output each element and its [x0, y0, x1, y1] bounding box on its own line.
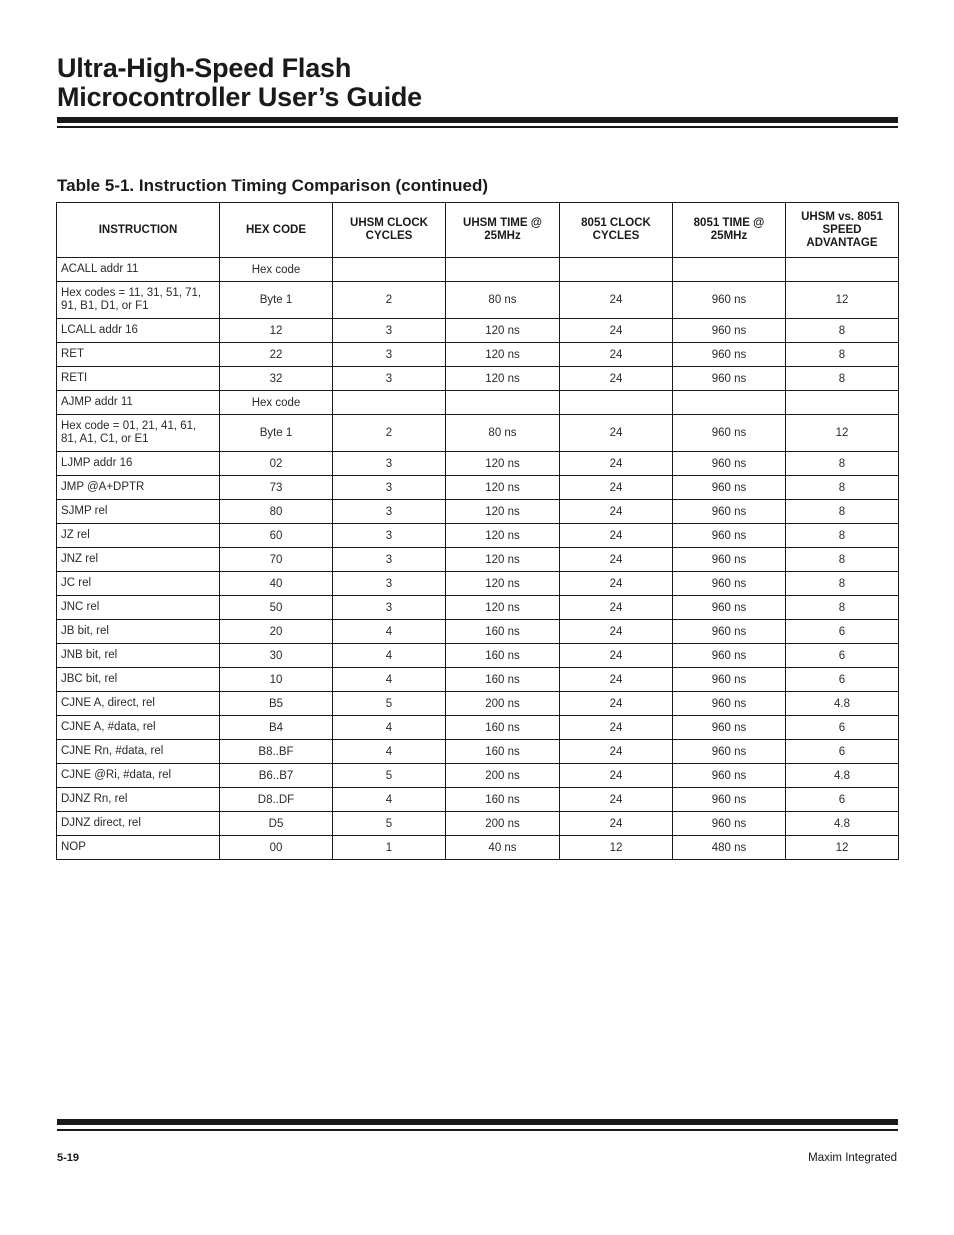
hex-code-cell: Hex code	[220, 391, 333, 415]
uhsm-time-cell: 80 ns	[446, 415, 560, 452]
uhsm-cycles-cell: 3	[333, 572, 446, 596]
c8051-time-cell	[673, 391, 786, 415]
column-header-uhsm-time: UHSM TIME @ 25MHz	[446, 203, 560, 258]
table-row	[57, 524, 899, 548]
column-header-uhsm-clock-cycles: UHSM CLOCK CYCLES	[333, 203, 446, 258]
c8051-cycles-cell: 24	[560, 620, 673, 644]
instruction-cell: JMP @A+DPTR	[57, 476, 220, 500]
uhsm-time-cell: 120 ns	[446, 343, 560, 367]
instruction-cell: SJMP rel	[57, 500, 220, 524]
document-title-line1: Ultra-High-Speed Flash	[57, 53, 352, 83]
hex-code-cell: D8..DF	[220, 788, 333, 812]
speed-advantage-cell: 6	[786, 620, 899, 644]
table-row	[57, 476, 899, 500]
document-title	[57, 54, 422, 112]
uhsm-cycles-cell: 3	[333, 367, 446, 391]
c8051-time-cell: 960 ns	[673, 548, 786, 572]
speed-advantage-cell: 8	[786, 452, 899, 476]
speed-advantage-cell: 8	[786, 572, 899, 596]
instruction-cell: JZ rel	[57, 524, 220, 548]
table-row	[57, 391, 899, 415]
instruction-cell: AJMP addr 11	[57, 391, 220, 415]
uhsm-time-cell: 120 ns	[446, 476, 560, 500]
c8051-time-cell: 960 ns	[673, 740, 786, 764]
uhsm-cycles-cell: 2	[333, 282, 446, 319]
uhsm-time-cell: 160 ns	[446, 620, 560, 644]
column-header-speed-advantage: UHSM vs. 8051 SPEED ADVANTAGE	[786, 203, 899, 258]
hex-code-cell: 10	[220, 668, 333, 692]
hex-code-cell: 30	[220, 644, 333, 668]
uhsm-cycles-cell: 3	[333, 548, 446, 572]
speed-advantage-cell: 6	[786, 716, 899, 740]
c8051-time-cell: 960 ns	[673, 644, 786, 668]
c8051-cycles-cell: 24	[560, 500, 673, 524]
c8051-time-cell	[673, 258, 786, 282]
uhsm-cycles-cell	[333, 258, 446, 282]
c8051-cycles-cell: 24	[560, 644, 673, 668]
uhsm-time-cell: 200 ns	[446, 812, 560, 836]
uhsm-cycles-cell: 4	[333, 740, 446, 764]
speed-advantage-cell: 8	[786, 500, 899, 524]
uhsm-time-cell: 120 ns	[446, 500, 560, 524]
c8051-time-cell: 960 ns	[673, 452, 786, 476]
uhsm-time-cell: 120 ns	[446, 524, 560, 548]
c8051-cycles-cell: 24	[560, 476, 673, 500]
instruction-cell: JBC bit, rel	[57, 668, 220, 692]
table-row	[57, 367, 899, 391]
instruction-cell: DJNZ direct, rel	[57, 812, 220, 836]
c8051-time-cell: 960 ns	[673, 716, 786, 740]
instruction-cell: JC rel	[57, 572, 220, 596]
hex-code-cell: 00	[220, 836, 333, 860]
uhsm-time-cell: 80 ns	[446, 282, 560, 319]
table-row	[57, 548, 899, 572]
uhsm-cycles-cell	[333, 391, 446, 415]
c8051-cycles-cell	[560, 391, 673, 415]
instruction-cell: JNB bit, rel	[57, 644, 220, 668]
c8051-time-cell: 960 ns	[673, 668, 786, 692]
c8051-cycles-cell: 24	[560, 668, 673, 692]
c8051-time-cell: 960 ns	[673, 500, 786, 524]
header-rule-thick	[57, 117, 898, 123]
uhsm-time-cell: 120 ns	[446, 548, 560, 572]
uhsm-cycles-cell: 4	[333, 788, 446, 812]
c8051-time-cell: 960 ns	[673, 692, 786, 716]
instruction-cell: LJMP addr 16	[57, 452, 220, 476]
uhsm-time-cell: 120 ns	[446, 452, 560, 476]
hex-code-cell: Byte 1	[220, 282, 333, 319]
c8051-cycles-cell: 24	[560, 524, 673, 548]
uhsm-cycles-cell: 3	[333, 319, 446, 343]
c8051-time-cell: 960 ns	[673, 415, 786, 452]
speed-advantage-cell	[786, 391, 899, 415]
c8051-time-cell: 960 ns	[673, 524, 786, 548]
instruction-cell: RETI	[57, 367, 220, 391]
hex-code-cell: 20	[220, 620, 333, 644]
c8051-cycles-cell: 24	[560, 788, 673, 812]
speed-advantage-cell: 4.8	[786, 764, 899, 788]
table-caption: Table 5-1. Instruction Timing Comparison (continued)	[57, 176, 489, 195]
instruction-cell: CJNE @Ri, #data, rel	[57, 764, 220, 788]
c8051-cycles-cell: 24	[560, 415, 673, 452]
speed-advantage-cell: 4.8	[786, 692, 899, 716]
instruction-cell: RET	[57, 343, 220, 367]
table-header-row	[57, 203, 899, 258]
hex-code-cell: 50	[220, 596, 333, 620]
hex-code-cell: 02	[220, 452, 333, 476]
hex-code-cell: 60	[220, 524, 333, 548]
c8051-cycles-cell: 24	[560, 367, 673, 391]
hex-code-cell: Byte 1	[220, 415, 333, 452]
uhsm-time-cell: 160 ns	[446, 644, 560, 668]
c8051-time-cell: 960 ns	[673, 282, 786, 319]
hex-code-cell: 22	[220, 343, 333, 367]
hex-code-cell: 73	[220, 476, 333, 500]
uhsm-time-cell: 160 ns	[446, 716, 560, 740]
hex-code-cell: B8..BF	[220, 740, 333, 764]
uhsm-cycles-cell: 4	[333, 716, 446, 740]
uhsm-time-cell: 40 ns	[446, 836, 560, 860]
table-row	[57, 788, 899, 812]
c8051-cycles-cell	[560, 258, 673, 282]
table-row	[57, 500, 899, 524]
table-row	[57, 644, 899, 668]
uhsm-cycles-cell: 3	[333, 476, 446, 500]
table-row	[57, 668, 899, 692]
c8051-cycles-cell: 24	[560, 716, 673, 740]
speed-advantage-cell: 8	[786, 343, 899, 367]
c8051-cycles-cell: 24	[560, 812, 673, 836]
table-row	[57, 319, 899, 343]
uhsm-cycles-cell: 5	[333, 692, 446, 716]
uhsm-cycles-cell: 5	[333, 764, 446, 788]
uhsm-time-cell: 120 ns	[446, 572, 560, 596]
uhsm-time-cell: 160 ns	[446, 788, 560, 812]
column-header-8051-time: 8051 TIME @ 25MHz	[673, 203, 786, 258]
uhsm-cycles-cell: 1	[333, 836, 446, 860]
c8051-time-cell: 960 ns	[673, 476, 786, 500]
instruction-cell: ACALL addr 11	[57, 258, 220, 282]
table-row	[57, 258, 899, 282]
table-row	[57, 620, 899, 644]
c8051-time-cell: 960 ns	[673, 620, 786, 644]
uhsm-time-cell: 200 ns	[446, 692, 560, 716]
c8051-cycles-cell: 24	[560, 319, 673, 343]
uhsm-cycles-cell: 3	[333, 343, 446, 367]
column-header-hex-code: HEX CODE	[220, 203, 333, 258]
table-row	[57, 812, 899, 836]
speed-advantage-cell: 12	[786, 415, 899, 452]
document-title-line2: Microcontroller User’s Guide	[57, 82, 422, 112]
instruction-cell: JNZ rel	[57, 548, 220, 572]
company-name: Maxim Integrated	[808, 1152, 897, 1164]
instruction-cell: CJNE A, #data, rel	[57, 716, 220, 740]
c8051-cycles-cell: 24	[560, 764, 673, 788]
c8051-time-cell: 480 ns	[673, 836, 786, 860]
instruction-cell: Hex codes = 11, 31, 51, 71, 91, B1, D1, or F1	[57, 282, 220, 319]
instruction-cell: DJNZ Rn, rel	[57, 788, 220, 812]
c8051-cycles-cell: 24	[560, 282, 673, 319]
uhsm-cycles-cell: 4	[333, 668, 446, 692]
table-row	[57, 596, 899, 620]
uhsm-time-cell: 200 ns	[446, 764, 560, 788]
speed-advantage-cell: 8	[786, 596, 899, 620]
table-row	[57, 415, 899, 452]
table-row	[57, 764, 899, 788]
speed-advantage-cell: 8	[786, 367, 899, 391]
table-row	[57, 836, 899, 860]
uhsm-cycles-cell: 3	[333, 596, 446, 620]
uhsm-time-cell: 120 ns	[446, 319, 560, 343]
c8051-time-cell: 960 ns	[673, 319, 786, 343]
table-row	[57, 692, 899, 716]
table-row	[57, 452, 899, 476]
hex-code-cell: 32	[220, 367, 333, 391]
c8051-cycles-cell: 24	[560, 692, 673, 716]
speed-advantage-cell: 6	[786, 644, 899, 668]
uhsm-cycles-cell: 2	[333, 415, 446, 452]
table-row	[57, 572, 899, 596]
c8051-cycles-cell: 12	[560, 836, 673, 860]
c8051-time-cell: 960 ns	[673, 572, 786, 596]
c8051-time-cell: 960 ns	[673, 596, 786, 620]
c8051-time-cell: 960 ns	[673, 343, 786, 367]
column-header-8051-clock-cycles: 8051 CLOCK CYCLES	[560, 203, 673, 258]
uhsm-cycles-cell: 3	[333, 452, 446, 476]
uhsm-cycles-cell: 4	[333, 644, 446, 668]
speed-advantage-cell: 8	[786, 548, 899, 572]
hex-code-cell: B6..B7	[220, 764, 333, 788]
hex-code-cell: 40	[220, 572, 333, 596]
hex-code-cell: 70	[220, 548, 333, 572]
speed-advantage-cell: 6	[786, 740, 899, 764]
instruction-cell: JB bit, rel	[57, 620, 220, 644]
uhsm-cycles-cell: 3	[333, 524, 446, 548]
speed-advantage-cell: 8	[786, 524, 899, 548]
speed-advantage-cell: 12	[786, 836, 899, 860]
uhsm-cycles-cell: 3	[333, 500, 446, 524]
uhsm-time-cell: 120 ns	[446, 596, 560, 620]
instruction-cell: Hex code = 01, 21, 41, 61, 81, A1, C1, or E1	[57, 415, 220, 452]
speed-advantage-cell: 6	[786, 668, 899, 692]
c8051-cycles-cell: 24	[560, 596, 673, 620]
uhsm-time-cell: 120 ns	[446, 367, 560, 391]
instruction-cell: CJNE Rn, #data, rel	[57, 740, 220, 764]
header-rule-thin	[57, 126, 898, 128]
instruction-cell: NOP	[57, 836, 220, 860]
speed-advantage-cell: 8	[786, 319, 899, 343]
footer-rule-thick	[57, 1119, 898, 1125]
footer-rule-thin	[57, 1129, 898, 1131]
instruction-cell: LCALL addr 16	[57, 319, 220, 343]
speed-advantage-cell: 8	[786, 476, 899, 500]
c8051-time-cell: 960 ns	[673, 367, 786, 391]
c8051-cycles-cell: 24	[560, 572, 673, 596]
instruction-cell: CJNE A, direct, rel	[57, 692, 220, 716]
table-row	[57, 343, 899, 367]
page-number: 5-19	[57, 1152, 80, 1164]
hex-code-cell: B4	[220, 716, 333, 740]
hex-code-cell: Hex code	[220, 258, 333, 282]
speed-advantage-cell: 4.8	[786, 812, 899, 836]
hex-code-cell: D5	[220, 812, 333, 836]
instruction-timing-table	[56, 202, 899, 860]
hex-code-cell: 12	[220, 319, 333, 343]
c8051-cycles-cell: 24	[560, 740, 673, 764]
table-row	[57, 740, 899, 764]
c8051-time-cell: 960 ns	[673, 788, 786, 812]
uhsm-cycles-cell: 4	[333, 620, 446, 644]
speed-advantage-cell	[786, 258, 899, 282]
speed-advantage-cell: 6	[786, 788, 899, 812]
column-header-instruction: INSTRUCTION	[57, 203, 220, 258]
uhsm-cycles-cell: 5	[333, 812, 446, 836]
hex-code-cell: 80	[220, 500, 333, 524]
uhsm-time-cell: 160 ns	[446, 668, 560, 692]
uhsm-time-cell	[446, 391, 560, 415]
c8051-time-cell: 960 ns	[673, 764, 786, 788]
table-row	[57, 282, 899, 319]
uhsm-time-cell: 160 ns	[446, 740, 560, 764]
c8051-cycles-cell: 24	[560, 343, 673, 367]
speed-advantage-cell: 12	[786, 282, 899, 319]
c8051-cycles-cell: 24	[560, 452, 673, 476]
table-row	[57, 716, 899, 740]
hex-code-cell: B5	[220, 692, 333, 716]
c8051-cycles-cell: 24	[560, 548, 673, 572]
instruction-cell: JNC rel	[57, 596, 220, 620]
c8051-time-cell: 960 ns	[673, 812, 786, 836]
uhsm-time-cell	[446, 258, 560, 282]
